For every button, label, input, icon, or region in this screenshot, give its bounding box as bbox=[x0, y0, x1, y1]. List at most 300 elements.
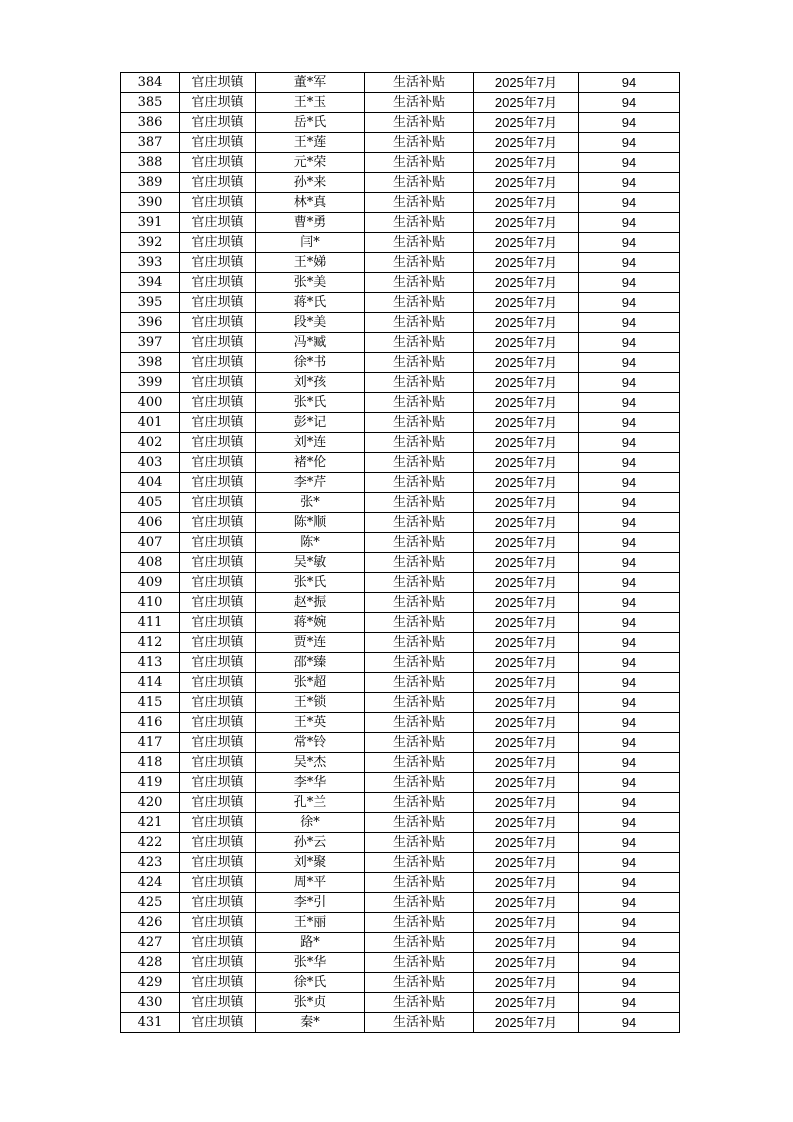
date-cell: 2025年7月 bbox=[474, 493, 579, 513]
name-cell: 张*超 bbox=[256, 673, 365, 693]
amount-cell: 94 bbox=[579, 933, 680, 953]
amount-cell: 94 bbox=[579, 793, 680, 813]
date-cell: 2025年7月 bbox=[474, 733, 579, 753]
amount-cell: 94 bbox=[579, 873, 680, 893]
subsidy-type-cell: 生活补贴 bbox=[365, 133, 474, 153]
town-cell: 官庄坝镇 bbox=[180, 873, 256, 893]
subsidy-type-cell: 生活补贴 bbox=[365, 453, 474, 473]
subsidy-type-cell: 生活补贴 bbox=[365, 893, 474, 913]
subsidy-type-cell: 生活补贴 bbox=[365, 573, 474, 593]
subsidy-type-cell: 生活补贴 bbox=[365, 93, 474, 113]
date-cell: 2025年7月 bbox=[474, 353, 579, 373]
table-row bbox=[121, 213, 680, 233]
row-number-cell: 428 bbox=[121, 953, 180, 973]
row-number-cell: 392 bbox=[121, 233, 180, 253]
table-row bbox=[121, 73, 680, 93]
name-cell: 徐* bbox=[256, 813, 365, 833]
amount-cell: 94 bbox=[579, 753, 680, 773]
town-cell: 官庄坝镇 bbox=[180, 713, 256, 733]
table-row bbox=[121, 553, 680, 573]
amount-cell: 94 bbox=[579, 553, 680, 573]
date-cell: 2025年7月 bbox=[474, 713, 579, 733]
amount-cell: 94 bbox=[579, 513, 680, 533]
name-cell: 张*美 bbox=[256, 273, 365, 293]
table-row bbox=[121, 273, 680, 293]
amount-cell: 94 bbox=[579, 73, 680, 93]
town-cell: 官庄坝镇 bbox=[180, 73, 256, 93]
subsidy-type-cell: 生活补贴 bbox=[365, 553, 474, 573]
amount-cell: 94 bbox=[579, 133, 680, 153]
name-cell: 岳*氏 bbox=[256, 113, 365, 133]
date-cell: 2025年7月 bbox=[474, 433, 579, 453]
subsidy-table-sheet bbox=[120, 72, 680, 1033]
town-cell: 官庄坝镇 bbox=[180, 993, 256, 1013]
town-cell: 官庄坝镇 bbox=[180, 453, 256, 473]
amount-cell: 94 bbox=[579, 193, 680, 213]
table-row bbox=[121, 713, 680, 733]
subsidy-type-cell: 生活补贴 bbox=[365, 373, 474, 393]
row-number-cell: 396 bbox=[121, 313, 180, 333]
town-cell: 官庄坝镇 bbox=[180, 333, 256, 353]
row-number-cell: 413 bbox=[121, 653, 180, 673]
amount-cell: 94 bbox=[579, 153, 680, 173]
amount-cell: 94 bbox=[579, 893, 680, 913]
subsidy-type-cell: 生活补贴 bbox=[365, 733, 474, 753]
name-cell: 张*氏 bbox=[256, 393, 365, 413]
date-cell: 2025年7月 bbox=[474, 133, 579, 153]
table-row bbox=[121, 153, 680, 173]
row-number-cell: 386 bbox=[121, 113, 180, 133]
date-cell: 2025年7月 bbox=[474, 373, 579, 393]
date-cell: 2025年7月 bbox=[474, 313, 579, 333]
town-cell: 官庄坝镇 bbox=[180, 533, 256, 553]
amount-cell: 94 bbox=[579, 653, 680, 673]
town-cell: 官庄坝镇 bbox=[180, 813, 256, 833]
town-cell: 官庄坝镇 bbox=[180, 193, 256, 213]
amount-cell: 94 bbox=[579, 953, 680, 973]
row-number-cell: 395 bbox=[121, 293, 180, 313]
town-cell: 官庄坝镇 bbox=[180, 353, 256, 373]
amount-cell: 94 bbox=[579, 453, 680, 473]
subsidy-type-cell: 生活补贴 bbox=[365, 653, 474, 673]
row-number-cell: 417 bbox=[121, 733, 180, 753]
date-cell: 2025年7月 bbox=[474, 813, 579, 833]
row-number-cell: 412 bbox=[121, 633, 180, 653]
row-number-cell: 397 bbox=[121, 333, 180, 353]
table-row bbox=[121, 893, 680, 913]
name-cell: 王*锁 bbox=[256, 693, 365, 713]
town-cell: 官庄坝镇 bbox=[180, 573, 256, 593]
table-row bbox=[121, 173, 680, 193]
amount-cell: 94 bbox=[579, 613, 680, 633]
table-row bbox=[121, 793, 680, 813]
amount-cell: 94 bbox=[579, 773, 680, 793]
subsidy-type-cell: 生活补贴 bbox=[365, 633, 474, 653]
amount-cell: 94 bbox=[579, 433, 680, 453]
row-number-cell: 423 bbox=[121, 853, 180, 873]
town-cell: 官庄坝镇 bbox=[180, 953, 256, 973]
date-cell: 2025年7月 bbox=[474, 853, 579, 873]
amount-cell: 94 bbox=[579, 373, 680, 393]
amount-cell: 94 bbox=[579, 113, 680, 133]
subsidy-type-cell: 生活补贴 bbox=[365, 273, 474, 293]
name-cell: 周*平 bbox=[256, 873, 365, 893]
date-cell: 2025年7月 bbox=[474, 993, 579, 1013]
table-row bbox=[121, 93, 680, 113]
date-cell: 2025年7月 bbox=[474, 753, 579, 773]
amount-cell: 94 bbox=[579, 633, 680, 653]
name-cell: 邵*臻 bbox=[256, 653, 365, 673]
date-cell: 2025年7月 bbox=[474, 73, 579, 93]
table-row bbox=[121, 733, 680, 753]
name-cell: 孙*来 bbox=[256, 173, 365, 193]
table-row bbox=[121, 1013, 680, 1033]
name-cell: 元*荣 bbox=[256, 153, 365, 173]
table-row bbox=[121, 753, 680, 773]
amount-cell: 94 bbox=[579, 693, 680, 713]
date-cell: 2025年7月 bbox=[474, 93, 579, 113]
date-cell: 2025年7月 bbox=[474, 573, 579, 593]
row-number-cell: 385 bbox=[121, 93, 180, 113]
subsidy-type-cell: 生活补贴 bbox=[365, 853, 474, 873]
subsidy-type-cell: 生活补贴 bbox=[365, 1013, 474, 1033]
row-number-cell: 419 bbox=[121, 773, 180, 793]
town-cell: 官庄坝镇 bbox=[180, 433, 256, 453]
amount-cell: 94 bbox=[579, 353, 680, 373]
amount-cell: 94 bbox=[579, 393, 680, 413]
name-cell: 张*氏 bbox=[256, 573, 365, 593]
table-row bbox=[121, 813, 680, 833]
subsidy-type-cell: 生活补贴 bbox=[365, 353, 474, 373]
date-cell: 2025年7月 bbox=[474, 613, 579, 633]
amount-cell: 94 bbox=[579, 813, 680, 833]
date-cell: 2025年7月 bbox=[474, 113, 579, 133]
subsidy-type-cell: 生活补贴 bbox=[365, 613, 474, 633]
town-cell: 官庄坝镇 bbox=[180, 893, 256, 913]
town-cell: 官庄坝镇 bbox=[180, 653, 256, 673]
row-number-cell: 409 bbox=[121, 573, 180, 593]
town-cell: 官庄坝镇 bbox=[180, 493, 256, 513]
name-cell: 李*芹 bbox=[256, 473, 365, 493]
name-cell: 王*莲 bbox=[256, 133, 365, 153]
subsidy-type-cell: 生活补贴 bbox=[365, 773, 474, 793]
date-cell: 2025年7月 bbox=[474, 413, 579, 433]
town-cell: 官庄坝镇 bbox=[180, 293, 256, 313]
town-cell: 官庄坝镇 bbox=[180, 213, 256, 233]
row-number-cell: 418 bbox=[121, 753, 180, 773]
row-number-cell: 430 bbox=[121, 993, 180, 1013]
amount-cell: 94 bbox=[579, 493, 680, 513]
table-row bbox=[121, 293, 680, 313]
town-cell: 官庄坝镇 bbox=[180, 613, 256, 633]
subsidy-type-cell: 生活补贴 bbox=[365, 73, 474, 93]
subsidy-type-cell: 生活补贴 bbox=[365, 233, 474, 253]
subsidy-type-cell: 生活补贴 bbox=[365, 393, 474, 413]
table-row bbox=[121, 953, 680, 973]
subsidy-type-cell: 生活补贴 bbox=[365, 953, 474, 973]
table-row bbox=[121, 573, 680, 593]
table-row bbox=[121, 673, 680, 693]
date-cell: 2025年7月 bbox=[474, 253, 579, 273]
row-number-cell: 422 bbox=[121, 833, 180, 853]
amount-cell: 94 bbox=[579, 413, 680, 433]
row-number-cell: 384 bbox=[121, 73, 180, 93]
name-cell: 贾*连 bbox=[256, 633, 365, 653]
date-cell: 2025年7月 bbox=[474, 933, 579, 953]
town-cell: 官庄坝镇 bbox=[180, 673, 256, 693]
amount-cell: 94 bbox=[579, 253, 680, 273]
town-cell: 官庄坝镇 bbox=[180, 153, 256, 173]
amount-cell: 94 bbox=[579, 853, 680, 873]
date-cell: 2025年7月 bbox=[474, 693, 579, 713]
name-cell: 张* bbox=[256, 493, 365, 513]
subsidy-type-cell: 生活补贴 bbox=[365, 253, 474, 273]
table-row bbox=[121, 773, 680, 793]
amount-cell: 94 bbox=[579, 1013, 680, 1033]
subsidy-type-cell: 生活补贴 bbox=[365, 413, 474, 433]
date-cell: 2025年7月 bbox=[474, 953, 579, 973]
amount-cell: 94 bbox=[579, 273, 680, 293]
date-cell: 2025年7月 bbox=[474, 593, 579, 613]
amount-cell: 94 bbox=[579, 833, 680, 853]
table-body bbox=[121, 73, 680, 1033]
date-cell: 2025年7月 bbox=[474, 513, 579, 533]
name-cell: 孙*云 bbox=[256, 833, 365, 853]
name-cell: 曹*勇 bbox=[256, 213, 365, 233]
town-cell: 官庄坝镇 bbox=[180, 233, 256, 253]
row-number-cell: 426 bbox=[121, 913, 180, 933]
date-cell: 2025年7月 bbox=[474, 333, 579, 353]
table-row bbox=[121, 473, 680, 493]
table-row bbox=[121, 653, 680, 673]
name-cell: 路* bbox=[256, 933, 365, 953]
name-cell: 徐*书 bbox=[256, 353, 365, 373]
town-cell: 官庄坝镇 bbox=[180, 513, 256, 533]
table-row bbox=[121, 613, 680, 633]
name-cell: 秦* bbox=[256, 1013, 365, 1033]
row-number-cell: 394 bbox=[121, 273, 180, 293]
subsidy-type-cell: 生活补贴 bbox=[365, 173, 474, 193]
row-number-cell: 389 bbox=[121, 173, 180, 193]
town-cell: 官庄坝镇 bbox=[180, 173, 256, 193]
table-row bbox=[121, 853, 680, 873]
row-number-cell: 408 bbox=[121, 553, 180, 573]
name-cell: 孔*兰 bbox=[256, 793, 365, 813]
table-row bbox=[121, 993, 680, 1013]
amount-cell: 94 bbox=[579, 713, 680, 733]
subsidy-type-cell: 生活补贴 bbox=[365, 153, 474, 173]
town-cell: 官庄坝镇 bbox=[180, 733, 256, 753]
name-cell: 董*军 bbox=[256, 73, 365, 93]
subsidy-type-cell: 生活补贴 bbox=[365, 473, 474, 493]
town-cell: 官庄坝镇 bbox=[180, 313, 256, 333]
date-cell: 2025年7月 bbox=[474, 673, 579, 693]
table-row bbox=[121, 493, 680, 513]
table-row bbox=[121, 633, 680, 653]
row-number-cell: 429 bbox=[121, 973, 180, 993]
row-number-cell: 398 bbox=[121, 353, 180, 373]
date-cell: 2025年7月 bbox=[474, 793, 579, 813]
name-cell: 吴*杰 bbox=[256, 753, 365, 773]
name-cell: 张*华 bbox=[256, 953, 365, 973]
row-number-cell: 387 bbox=[121, 133, 180, 153]
amount-cell: 94 bbox=[579, 313, 680, 333]
amount-cell: 94 bbox=[579, 293, 680, 313]
amount-cell: 94 bbox=[579, 473, 680, 493]
date-cell: 2025年7月 bbox=[474, 553, 579, 573]
name-cell: 王*娣 bbox=[256, 253, 365, 273]
town-cell: 官庄坝镇 bbox=[180, 693, 256, 713]
row-number-cell: 401 bbox=[121, 413, 180, 433]
subsidy-type-cell: 生活补贴 bbox=[365, 833, 474, 853]
table-row bbox=[121, 193, 680, 213]
name-cell: 陈*顺 bbox=[256, 513, 365, 533]
table-row bbox=[121, 873, 680, 893]
amount-cell: 94 bbox=[579, 913, 680, 933]
subsidy-type-cell: 生活补贴 bbox=[365, 493, 474, 513]
table-row bbox=[121, 453, 680, 473]
row-number-cell: 407 bbox=[121, 533, 180, 553]
table-row bbox=[121, 913, 680, 933]
subsidy-type-cell: 生活补贴 bbox=[365, 793, 474, 813]
town-cell: 官庄坝镇 bbox=[180, 853, 256, 873]
date-cell: 2025年7月 bbox=[474, 873, 579, 893]
name-cell: 林*真 bbox=[256, 193, 365, 213]
name-cell: 蒋*婉 bbox=[256, 613, 365, 633]
row-number-cell: 390 bbox=[121, 193, 180, 213]
row-number-cell: 406 bbox=[121, 513, 180, 533]
name-cell: 李*引 bbox=[256, 893, 365, 913]
subsidy-type-cell: 生活补贴 bbox=[365, 213, 474, 233]
amount-cell: 94 bbox=[579, 573, 680, 593]
subsidy-type-cell: 生活补贴 bbox=[365, 593, 474, 613]
subsidy-type-cell: 生活补贴 bbox=[365, 433, 474, 453]
subsidy-type-cell: 生活补贴 bbox=[365, 873, 474, 893]
name-cell: 吴*敏 bbox=[256, 553, 365, 573]
amount-cell: 94 bbox=[579, 733, 680, 753]
date-cell: 2025年7月 bbox=[474, 913, 579, 933]
table-row bbox=[121, 513, 680, 533]
table-row bbox=[121, 833, 680, 853]
subsidy-type-cell: 生活补贴 bbox=[365, 113, 474, 133]
subsidy-type-cell: 生活补贴 bbox=[365, 993, 474, 1013]
name-cell: 彭*记 bbox=[256, 413, 365, 433]
town-cell: 官庄坝镇 bbox=[180, 473, 256, 493]
town-cell: 官庄坝镇 bbox=[180, 393, 256, 413]
subsidy-type-cell: 生活补贴 bbox=[365, 933, 474, 953]
table-row bbox=[121, 413, 680, 433]
name-cell: 刘*孩 bbox=[256, 373, 365, 393]
town-cell: 官庄坝镇 bbox=[180, 793, 256, 813]
table-row bbox=[121, 253, 680, 273]
row-number-cell: 427 bbox=[121, 933, 180, 953]
amount-cell: 94 bbox=[579, 593, 680, 613]
town-cell: 官庄坝镇 bbox=[180, 413, 256, 433]
town-cell: 官庄坝镇 bbox=[180, 833, 256, 853]
date-cell: 2025年7月 bbox=[474, 633, 579, 653]
date-cell: 2025年7月 bbox=[474, 1013, 579, 1033]
table-row bbox=[121, 353, 680, 373]
town-cell: 官庄坝镇 bbox=[180, 93, 256, 113]
amount-cell: 94 bbox=[579, 973, 680, 993]
row-number-cell: 431 bbox=[121, 1013, 180, 1033]
date-cell: 2025年7月 bbox=[474, 213, 579, 233]
amount-cell: 94 bbox=[579, 233, 680, 253]
amount-cell: 94 bbox=[579, 533, 680, 553]
subsidy-type-cell: 生活补贴 bbox=[365, 813, 474, 833]
row-number-cell: 393 bbox=[121, 253, 180, 273]
town-cell: 官庄坝镇 bbox=[180, 773, 256, 793]
date-cell: 2025年7月 bbox=[474, 193, 579, 213]
subsidy-type-cell: 生活补贴 bbox=[365, 193, 474, 213]
subsidy-type-cell: 生活补贴 bbox=[365, 693, 474, 713]
town-cell: 官庄坝镇 bbox=[180, 593, 256, 613]
date-cell: 2025年7月 bbox=[474, 393, 579, 413]
row-number-cell: 416 bbox=[121, 713, 180, 733]
date-cell: 2025年7月 bbox=[474, 533, 579, 553]
row-number-cell: 402 bbox=[121, 433, 180, 453]
subsidy-type-cell: 生活补贴 bbox=[365, 913, 474, 933]
name-cell: 段*美 bbox=[256, 313, 365, 333]
name-cell: 刘*连 bbox=[256, 433, 365, 453]
table-row bbox=[121, 333, 680, 353]
row-number-cell: 425 bbox=[121, 893, 180, 913]
row-number-cell: 420 bbox=[121, 793, 180, 813]
name-cell: 李*华 bbox=[256, 773, 365, 793]
name-cell: 闫* bbox=[256, 233, 365, 253]
date-cell: 2025年7月 bbox=[474, 173, 579, 193]
town-cell: 官庄坝镇 bbox=[180, 273, 256, 293]
date-cell: 2025年7月 bbox=[474, 453, 579, 473]
town-cell: 官庄坝镇 bbox=[180, 973, 256, 993]
town-cell: 官庄坝镇 bbox=[180, 373, 256, 393]
name-cell: 蒋*氏 bbox=[256, 293, 365, 313]
table-row bbox=[121, 533, 680, 553]
name-cell: 张*贞 bbox=[256, 993, 365, 1013]
date-cell: 2025年7月 bbox=[474, 833, 579, 853]
name-cell: 赵*振 bbox=[256, 593, 365, 613]
date-cell: 2025年7月 bbox=[474, 473, 579, 493]
name-cell: 常*铃 bbox=[256, 733, 365, 753]
row-number-cell: 399 bbox=[121, 373, 180, 393]
table-row bbox=[121, 433, 680, 453]
town-cell: 官庄坝镇 bbox=[180, 633, 256, 653]
table-row bbox=[121, 373, 680, 393]
row-number-cell: 404 bbox=[121, 473, 180, 493]
town-cell: 官庄坝镇 bbox=[180, 1013, 256, 1033]
table-row bbox=[121, 133, 680, 153]
amount-cell: 94 bbox=[579, 333, 680, 353]
row-number-cell: 421 bbox=[121, 813, 180, 833]
amount-cell: 94 bbox=[579, 213, 680, 233]
amount-cell: 94 bbox=[579, 173, 680, 193]
name-cell: 刘*聚 bbox=[256, 853, 365, 873]
row-number-cell: 391 bbox=[121, 213, 180, 233]
amount-cell: 94 bbox=[579, 93, 680, 113]
town-cell: 官庄坝镇 bbox=[180, 913, 256, 933]
name-cell: 王*玉 bbox=[256, 93, 365, 113]
row-number-cell: 410 bbox=[121, 593, 180, 613]
table-row bbox=[121, 393, 680, 413]
table-row bbox=[121, 313, 680, 333]
row-number-cell: 424 bbox=[121, 873, 180, 893]
date-cell: 2025年7月 bbox=[474, 273, 579, 293]
table-row bbox=[121, 973, 680, 993]
subsidy-type-cell: 生活补贴 bbox=[365, 513, 474, 533]
row-number-cell: 403 bbox=[121, 453, 180, 473]
subsidy-type-cell: 生活补贴 bbox=[365, 533, 474, 553]
row-number-cell: 400 bbox=[121, 393, 180, 413]
